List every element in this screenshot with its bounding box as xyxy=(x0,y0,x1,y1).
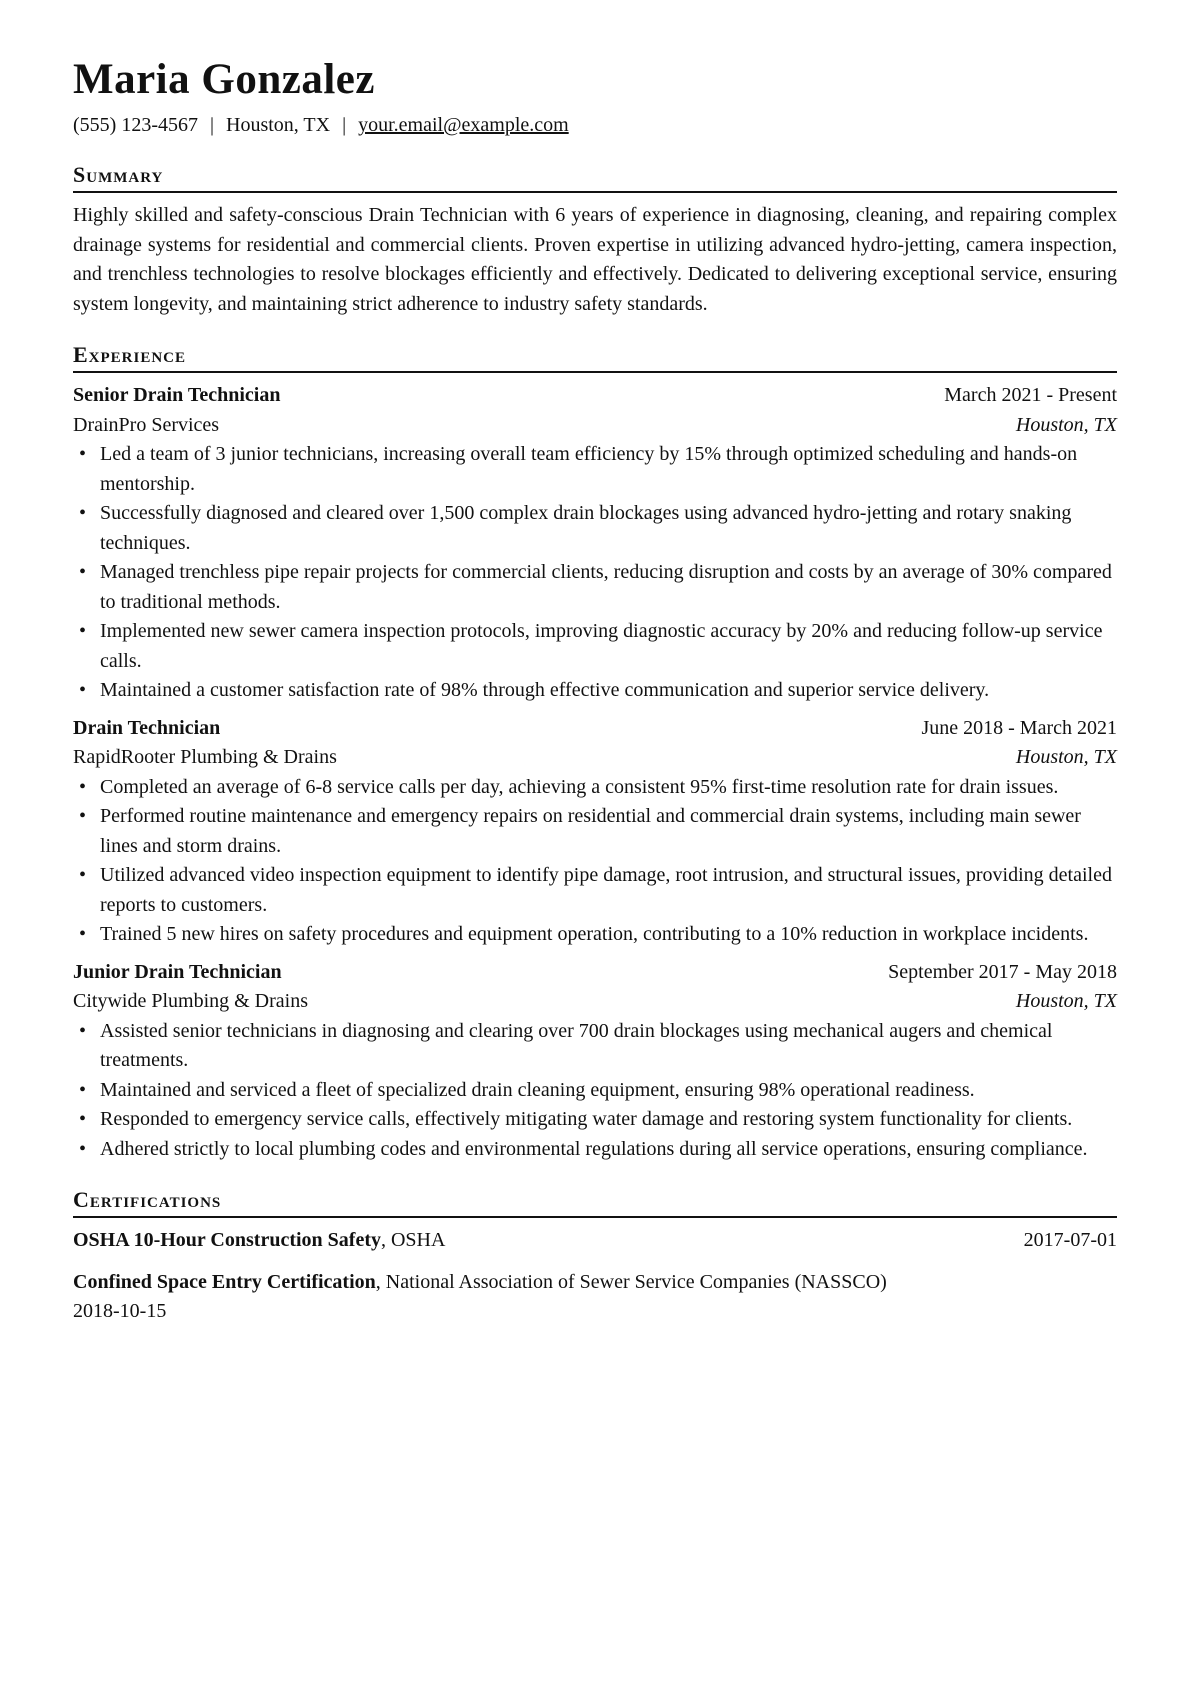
certification-name: Confined Space Entry Certification xyxy=(73,1270,376,1293)
job-location: Houston, TX xyxy=(1015,746,1117,769)
job-bullet: • Successfully diagnosed and cleared over 1,500 complex drain blockages using advanced hydro-jetting and rotary snaking techniques. xyxy=(73,499,1117,558)
job-title: Drain Technician xyxy=(73,716,221,739)
job-bullets xyxy=(73,440,1117,706)
job-bullet: • Implemented new sewer camera inspection protocols, improving diagnostic accuracy by 20% and reducing follow-up service calls. xyxy=(73,617,1117,676)
job-bullet: • Completed an average of 6-8 service calls per day, achieving a consistent 95% first-time resolution rate for drain issues. xyxy=(73,773,1117,803)
job-dates: June 2018 - March 2021 xyxy=(921,716,1117,739)
certification-issuer: National Association of Sewer Service Companies (NASSCO) xyxy=(385,1270,887,1293)
job-entry xyxy=(73,381,1117,706)
job-entry xyxy=(73,714,1117,950)
job-company: RapidRooter Plumbing & Drains xyxy=(73,746,337,769)
certification-entry: Confined Space Entry Certification, National Association of Sewer Service Companies (NASSCO) 2018-10-15 xyxy=(73,1268,1117,1327)
location: Houston, TX xyxy=(226,114,331,137)
contact-separator: | xyxy=(209,114,214,137)
certification-entry: OSHA 10-Hour Construction Safety, OSHA 2017-07-01 xyxy=(73,1226,1117,1256)
job-dates: September 2017 - May 2018 xyxy=(888,960,1117,983)
job-entry xyxy=(73,958,1117,1165)
email-link[interactable]: your.email@example.com xyxy=(358,114,569,137)
certifications-heading: Certifications xyxy=(73,1186,1117,1218)
job-bullets xyxy=(73,773,1117,950)
job-bullet: • Managed trenchless pipe repair projects for commercial clients, reducing disruption and costs by an average of 30% compared to traditional methods. xyxy=(73,558,1117,617)
job-bullet: • Maintained a customer satisfaction rate of 98% through effective communication and superior service delivery. xyxy=(73,676,1117,706)
job-bullet: • Assisted senior technicians in diagnosing and clearing over 700 drain blockages using mechanical augers and chemical treatments. xyxy=(73,1017,1117,1076)
job-bullet: • Performed routine maintenance and emergency repairs on residential and commercial drain systems, including main sewer lines and storm drains. xyxy=(73,802,1117,861)
summary-text: Highly skilled and safety-conscious Drain Technician with 6 years of experience in diagnosing, cleaning, and repairing complex drainage systems for residential and commercial clients. Proven expertise in utilizing advanced hydro-jetting, camera inspection, and trenchless technologies to resolve blockages efficiently and effectively. Dedicated to delivering exceptional service, ensuring system longevity, and maintaining strict adherence to industry safety standards. xyxy=(73,204,1117,315)
summary-heading: Summary xyxy=(73,161,1117,193)
certification-name: OSHA 10-Hour Construction Safety xyxy=(73,1229,381,1252)
phone-number: (555) 123-4567 xyxy=(73,114,198,137)
job-bullet: • Responded to emergency service calls, effectively mitigating water damage and restoring system functionality for clients. xyxy=(73,1105,1117,1135)
experience-heading: Experience xyxy=(73,341,1117,373)
contact-separator: | xyxy=(342,114,347,137)
contact-line xyxy=(73,111,1117,139)
job-title: Junior Drain Technician xyxy=(73,960,282,983)
job-bullets xyxy=(73,1017,1117,1165)
job-bullet: • Adhered strictly to local plumbing codes and environmental regulations during all service operations, ensuring compliance. xyxy=(73,1135,1117,1165)
job-title: Senior Drain Technician xyxy=(73,384,281,407)
certification-date: 2018-10-15 xyxy=(73,1300,167,1323)
job-location: Houston, TX xyxy=(1015,990,1117,1013)
certification-date: 2017-07-01 xyxy=(1023,1229,1117,1252)
job-bullet: • Led a team of 3 junior technicians, increasing overall team efficiency by 15% through optimized scheduling and hands-on mentorship. xyxy=(73,440,1117,499)
job-dates: March 2021 - Present xyxy=(944,384,1117,407)
job-location: Houston, TX xyxy=(1015,413,1117,436)
job-bullet: • Trained 5 new hires on safety procedures and equipment operation, contributing to a 10% reduction in workplace incidents. xyxy=(73,920,1117,950)
job-company: Citywide Plumbing & Drains xyxy=(73,990,308,1013)
job-bullet: • Maintained and serviced a fleet of specialized drain cleaning equipment, ensuring 98% operational readiness. xyxy=(73,1076,1117,1106)
job-bullet: • Utilized advanced video inspection equipment to identify pipe damage, root intrusion, and structural issues, providing detailed reports to customers. xyxy=(73,861,1117,920)
certification-issuer: OSHA xyxy=(390,1229,446,1252)
job-company: DrainPro Services xyxy=(73,413,220,436)
candidate-name: Maria Gonzalez xyxy=(73,56,375,103)
